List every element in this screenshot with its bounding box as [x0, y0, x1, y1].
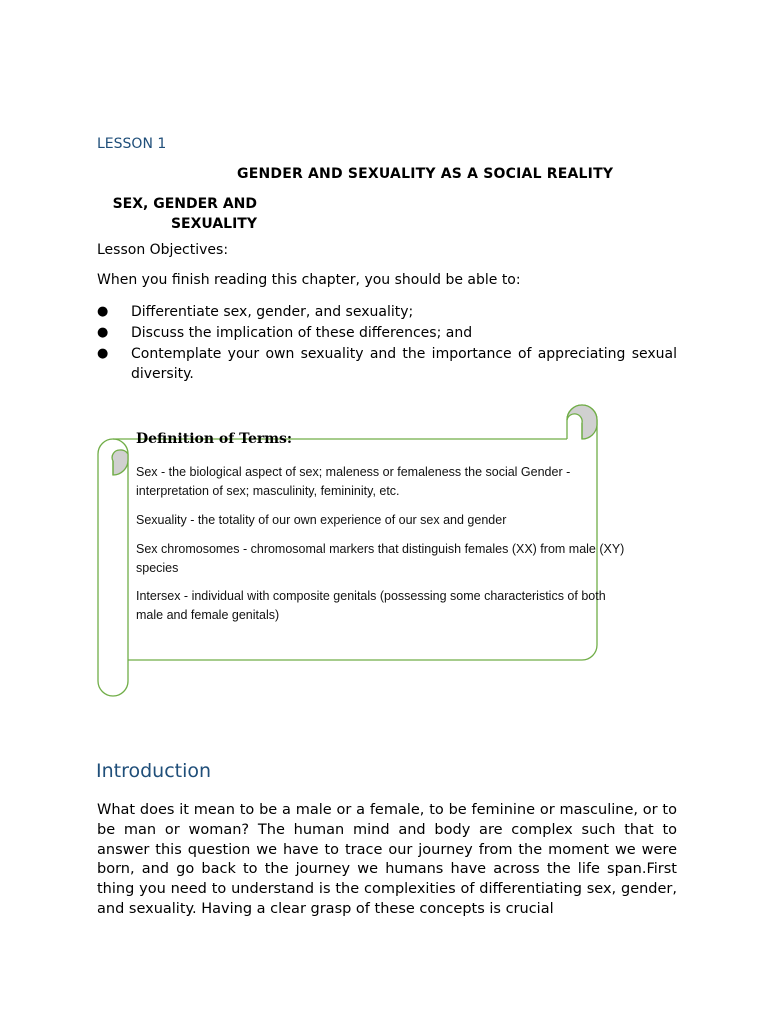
bullet-icon: ●	[97, 346, 109, 361]
section-title-line2: SEXUALITY	[170, 216, 257, 232]
bullet-icon: ●	[97, 325, 109, 340]
objectives-label: Lesson Objectives:	[97, 242, 229, 258]
page-title: GENDER AND SEXUALITY AS A SOCIAL REALITY	[237, 166, 614, 182]
definitions-title: Definition of Terms:	[136, 431, 293, 447]
objective-text: Contemplate your own sexuality and the importance of appreciating sexual diversity.	[131, 346, 677, 382]
section-title-line1: SEX, GENDER AND	[112, 196, 257, 212]
lesson-label: LESSON 1	[97, 136, 167, 152]
definition-entry: Intersex - individual with composite genitals (possessing some characteristics of both male and female genitals)	[136, 589, 606, 622]
objective-text: Differentiate sex, gender, and sexuality;	[131, 304, 414, 320]
definition-entry: Sexuality - the totality of our own experience of our sex and gender	[136, 513, 507, 527]
definition-entry: Sex chromosomes - chromosomal markers that distinguish females (XX) from male (XY) species	[136, 542, 625, 575]
bullet-icon: ●	[97, 304, 109, 319]
introduction-paragraph: What does it mean to be a male or a female, to be feminine or masculine, or to be man or woman? The human mind and body are complex such that to answer this question we have to trace our journey from the moment we were born, and go back to the journey we humans have across the life span.First thing you need to understand is the complexities of differentiating sex, gender, and sexuality. Having a clear grasp of these concepts is crucial	[97, 802, 677, 917]
objectives-intro: When you finish reading this chapter, you should be able to:	[97, 272, 521, 288]
introduction-heading: Introduction	[96, 760, 212, 782]
definition-entry: Sex - the biological aspect of sex; maleness or femaleness the social Gender - interpretation of sex; masculinity, femininity, etc.	[136, 465, 571, 498]
objective-text: Discuss the implication of these differences; and	[131, 325, 473, 341]
